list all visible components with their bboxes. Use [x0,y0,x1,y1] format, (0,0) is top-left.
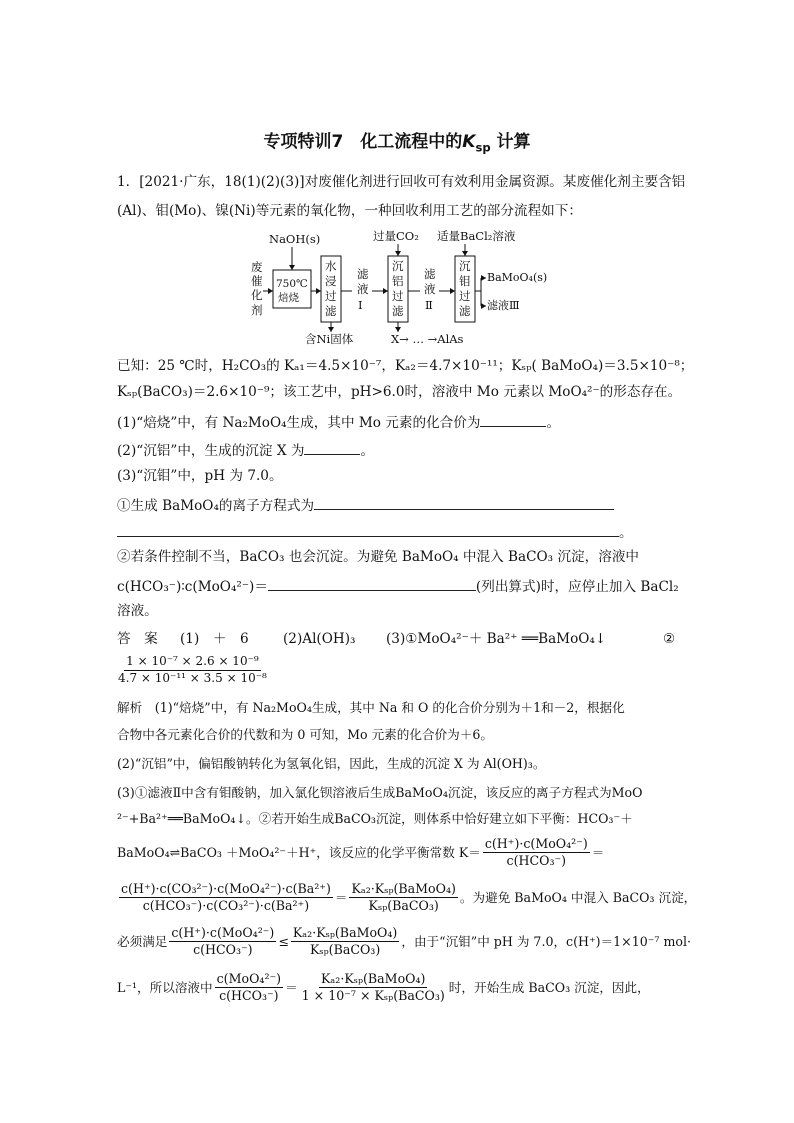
answer-blank[interactable] [480,414,546,427]
process-flowchart [245,226,548,348]
answer-part4: ② [663,631,676,647]
question-3a: ①生成 BaMoO₄的离子方程式为 [117,497,614,514]
filtrate2-char: Ⅱ [425,298,433,312]
analysis-line7: $\frac{\text{c(H⁺)·c(CO₃²⁻)·c(MoO₄²⁻)·c(Ba²⁺)}}{\text{c(HCO₃⁻)·c(CO₃²⁻)·c(Ba²⁺)}}$ ＝ $\frac{\text{Kₐ₂·Kₛₚ(BaMoO₄)}}{\text{Kₛₚ(BaCO₃)}}$ 。为避免 BaMoO₄ 中混入 BaCO₃ 沉淀， [121,881,697,914]
question-3a-cont: 。 [117,524,633,541]
filtrate1-char: 滤 [357,267,369,281]
feed-char: 化 [251,288,263,302]
answer-part1: (1) ＋ 6 [180,631,249,647]
x-chain-label: X→ … →AlAs [391,332,464,346]
roast-label: 750℃ [276,278,308,290]
known-line1: 已知：25 ℃时，H₂CO₃的 Kₐ₁＝4.5×10⁻⁷，Kₐ₂＝4.7×10⁻¹¹；Kₛₚ( BaMoO₄)＝3.5×10⁻⁸； [117,358,694,374]
mo-char: 钼 [459,274,471,288]
feed-char: 废 [251,260,263,274]
bacl2-label: 适量BaCl₂溶液 [437,229,516,243]
answer-label: 答 案 [117,631,158,647]
al-char: 滤 [392,304,404,318]
filtrate1-char: 液 [357,282,369,296]
question-3b-line2: c(HCO₃⁻)∶c(MoO₄²⁻)＝ (列出算式)时，应停止加入 BaCl₂ [117,579,679,595]
analysis-line2: 合物中各元素化合价的代数和为 0 可知，Mo 元素的化合价为＋6。 [117,727,493,742]
answer-fraction-denominator: 4.7 × 10⁻¹¹ × 3.5 × 10⁻⁸ [118,670,267,685]
analysis-line9: L⁻¹，所以溶液中 $\frac{\text{c(MoO₄²⁻)}}{\text{c(HCO₃⁻)}}$ ＝ $\frac{\text{Kₐ₂·Kₛₚ(BaMoO₄)}}{\text{1 × 10⁻⁷ × Kₛₚ(BaCO₃)}}$ 时，开始生成 BaCO₃ 沉淀，因此， [117,971,650,1004]
analysis-line3: (2)“沉铝”中，偏铝酸钠转化为氢氧化铝，因此，生成的沉淀 X 为 Al(OH)₃。 [117,756,546,771]
analysis-line6: BaMoO₄⇌BaCO₃ ＋MoO₄²⁻＋H⁺，该反应的化学平衡常数 K＝ $\frac{\text{c(H⁺)·c(MoO₄²⁻)}}{\text{c(HCO₃⁻)}}$ ＝ [117,836,605,869]
feed-char: 催 [251,274,263,288]
equilibrium-numerator: c(H⁺)·c(MoO₄²⁻) [483,837,590,853]
answer-blank[interactable] [314,497,614,510]
leach-char: 浸 [325,274,337,288]
feed-char: 剂 [251,303,263,317]
roast-label: 焙烧 [278,292,299,304]
mo-char: 沉 [459,259,471,273]
al-char: 沉 [392,259,404,273]
mo-char: 滤 [459,304,471,318]
equilibrium-denominator: c(HCO₃⁻) [506,853,567,869]
page-title: 专项特训7 化工流程中的$K_{sp}$ 计算 [263,132,531,155]
question-1: (1)“焙烧”中，有 Na₂MoO₄生成，其中 Mo 元素的化合价为 。 [117,415,561,431]
analysis-line5: ²⁻+Ba²⁺══BaMoO₄↓。②若开始生成BaCO₃沉淀，则体系中恰好建立如下平衡：HCO₃⁻＋ [117,811,633,826]
mo-char: 过 [459,289,471,303]
answer-blank[interactable] [117,524,619,537]
naoh-label: NaOH(s) [269,232,321,246]
answer-blank[interactable] [304,442,360,455]
co2-label: 过量CO₂ [373,229,419,243]
leach-char: 滤 [325,304,337,318]
bamoo4-product: BaMoO₄(s) [487,271,548,284]
filtrate3-label: 滤液Ⅲ [487,299,520,312]
al-char: 过 [392,289,404,303]
question-2: (2)“沉铝”中，生成的沉淀 X 为 。 [117,443,375,459]
answer-fraction-numerator: 1 × 10⁻⁷ × 2.6 × 10⁻⁹ [124,655,261,671]
ni-solid-label: 含Ni固体 [305,332,354,346]
question-intro-line2: (Al)、钼(Mo)、镍(Ni)等元素的氧化物，一种回收利用工艺的部分流程如下： [117,203,582,219]
answer-fraction [114,655,271,686]
answer-part2: (2)Al(OH)₃ [283,631,356,647]
analysis-line1: 解析 (1)“焙烧”中，有 Na₂MoO₄生成，其中 Na 和 O 的化合价分别为＋1和－2，根据化 [117,700,625,715]
filtrate2-char: 滤 [424,267,436,281]
question-3b-line1: ②若条件控制不当，BaCO₃ 也会沉淀。为避免 BaMoO₄ 中混入 BaCO₃ 沉淀，溶液中 [117,549,640,565]
leach-char: 水 [325,259,337,273]
analysis-line8: 必须满足 $\frac{\text{c(H⁺)·c(MoO₄²⁻)}}{\text{c(HCO₃⁻)}}$ ≤ $\frac{\text{Kₐ₂·Kₛₚ(BaMoO₄)}}{\text{Kₛₚ(BaCO₃)}}$ ，由于“沉钼”中 pH 为 7.0，c(H⁺)＝1×10⁻⁷ mol· [117,925,691,958]
answer-part3: (3)①MoO₄²⁻＋ Ba²⁺ ══BaMoO₄↓ [386,631,607,647]
filtrate1-char: Ⅰ [358,298,363,312]
al-char: 铝 [392,274,404,288]
question-3: (3)“沉钼”中，pH 为 7.0。 [117,468,283,484]
known-line2: Kₛₚ(BaCO₃)＝2.6×10⁻⁹；该工艺中，pH>6.0时，溶液中 Mo 元素以 MoO₄²⁻的形态存在。 [117,384,682,400]
analysis-line4: (3)①滤液Ⅱ中含有钼酸钠，加入氯化钡溶液后生成BaMoO₄沉淀，该反应的离子方程式为MoO [117,785,643,800]
filtrate2-char: 液 [424,282,436,296]
answer-blank[interactable] [268,578,476,591]
leach-char: 过 [325,289,337,303]
question-intro-line1: 1．[2021·广东，18(1)(2)(3)]对废催化剂进行回收可有效利用金属资源。某废催化剂主要含铝 [117,174,686,190]
question-3b-line3: 溶液。 [117,603,158,619]
